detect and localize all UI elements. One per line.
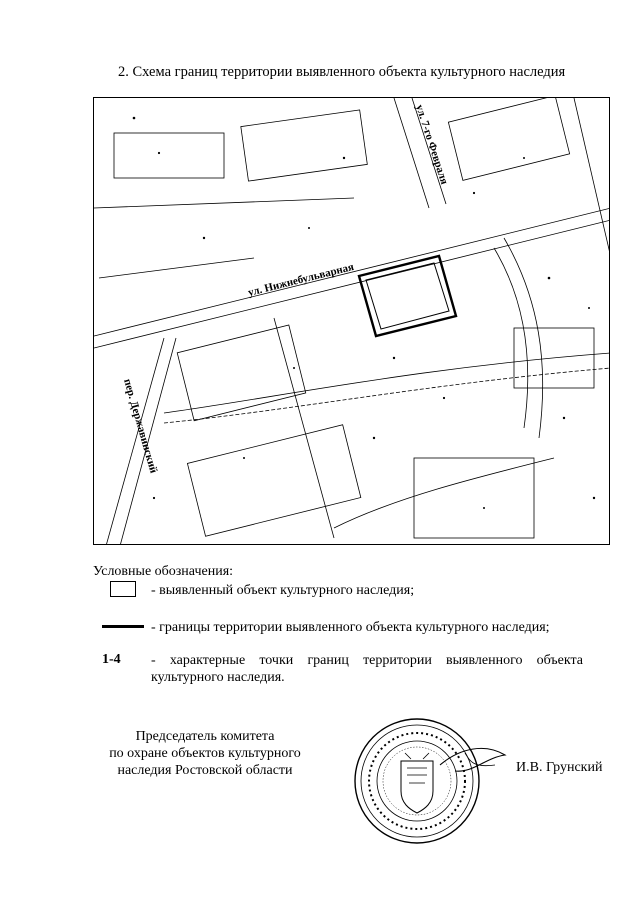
street-label-7-fevralya: ул. 7-го Февраля: [413, 103, 451, 186]
document-title: 2. Схема границ территории выявленного объекта культурного наследия: [118, 64, 566, 80]
position-line-1: Председатель комитета: [135, 729, 275, 744]
map-drawing: [94, 98, 610, 545]
signatory-position: [92, 728, 318, 779]
position-line-3: наследия Ростовской области: [117, 763, 293, 778]
legend-object-symbol: [110, 581, 136, 597]
official-seal-and-signature: [345, 713, 515, 848]
legend-boundary-text: - границы территории выявленного объекта культурного наследия;: [151, 620, 550, 635]
street-label-derzhavinsky: пер. Державинский: [121, 377, 160, 475]
legend-boundary-line-symbol: [102, 625, 144, 628]
legend-object-text: - выявленный объект культурного наследия;: [151, 583, 415, 598]
legend-points-code: 1-4: [102, 652, 121, 667]
position-line-2: по охране объектов культурного: [109, 746, 301, 761]
legend-points-text: - характерные точки границ территории выявленного объекта культурного наследия.: [151, 653, 583, 685]
legend-heading: Условные обозначения:: [93, 564, 234, 579]
street-label-nizhnebulvarnaya: ул. Нижнебульварная: [246, 260, 356, 299]
signatory-name: И.В. Грунский: [516, 760, 603, 775]
site-plan-map: [93, 97, 610, 545]
